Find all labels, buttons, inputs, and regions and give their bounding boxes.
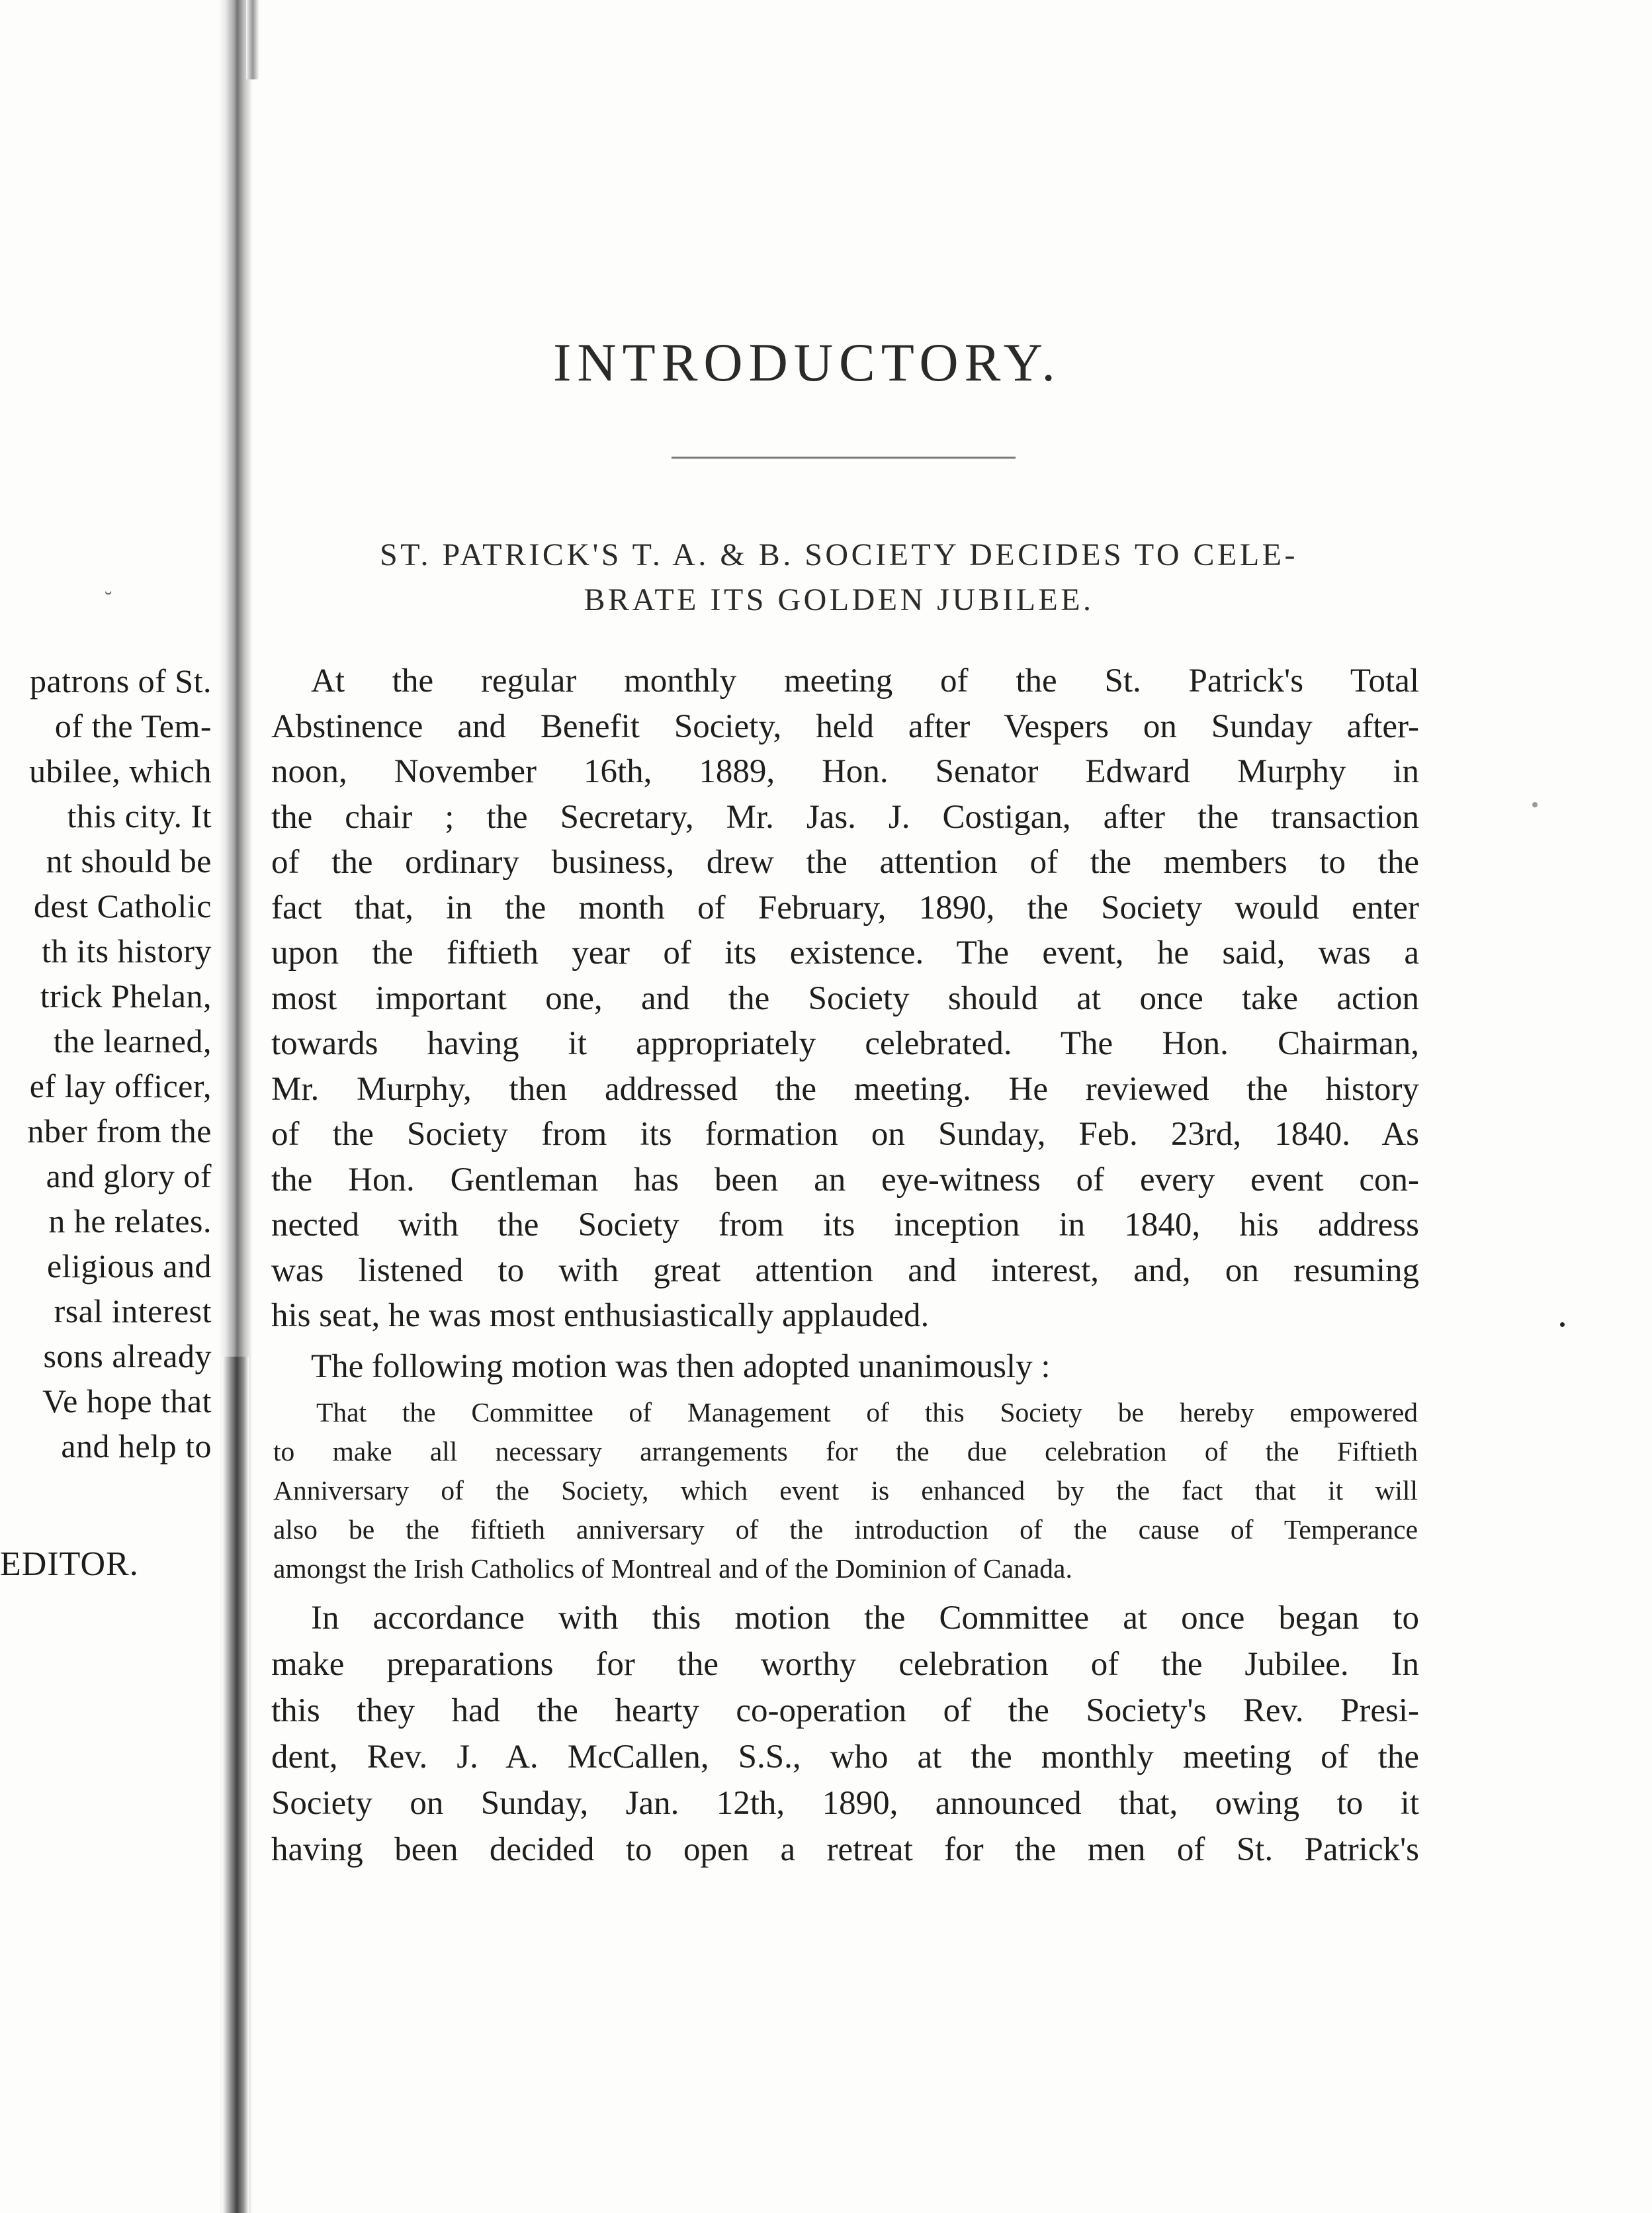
page-title: INTRODUCTORY.	[553, 332, 1061, 392]
text-line: was listened to with great attention and interest, and, on resuming	[271, 1251, 1419, 1289]
paper-speck	[1532, 802, 1538, 807]
text-line: At the regular monthly meeting of the St. Patrick's Total	[311, 662, 1419, 700]
resolution-line: That the Committee of Management of this Society be hereby empowered	[316, 1397, 1418, 1427]
left-page-line: of the Tem-	[54, 707, 212, 745]
left-page-line: eligious and	[46, 1247, 212, 1285]
left-page-line: patrons of St.	[29, 662, 212, 700]
text-line: Society on Sunday, Jan. 12th, 1890, announced that, owing to it	[271, 1785, 1419, 1822]
text-line: upon the fiftieth year of its existence. The event, he said, was a	[271, 934, 1419, 971]
text-line: fact that, in the month of February, 1890, the Society would enter	[271, 889, 1419, 926]
text-line: In accordance with this motion the Committee at once began to	[311, 1600, 1419, 1637]
left-page-line: Ve hope that	[42, 1382, 212, 1420]
left-page-line: trick Phelan,	[40, 977, 212, 1015]
text-line: Mr. Murphy, then addressed the meeting. He reviewed the history	[271, 1070, 1419, 1108]
left-page-line: n he relates.	[48, 1202, 212, 1240]
text-line: the chair ; the Secretary, Mr. Jas. J. Costigan, after the transaction	[271, 798, 1419, 836]
section-heading-line: BRATE ITS GOLDEN JUBILEE.	[584, 582, 1094, 617]
text-line: towards having it appropriately celebrated. The Hon. Chairman,	[271, 1025, 1419, 1062]
paragraph-meeting	[271, 658, 1419, 1339]
section-heading-line: ST. PATRICK'S T. A. & B. SOCIETY DECIDES TO CELE-	[380, 537, 1298, 572]
left-page-line: dest Catholic	[34, 887, 212, 925]
section-heading	[263, 533, 1414, 623]
left-page-line: and glory of	[46, 1157, 212, 1195]
resolution-line: amongst the Irish Catholics of Montreal and of the Dominion of Canada.	[273, 1553, 1072, 1584]
motion-resolution	[273, 1393, 1418, 1588]
text-line: the Hon. Gentleman has been an eye-witness of every event con-	[271, 1161, 1419, 1198]
book-gutter-shadow-lower	[222, 1357, 249, 2213]
text-line: having been decided to open a retreat for the men of St. Patrick's	[271, 1831, 1419, 1868]
text-line: The following motion was then adopted unanimously :	[311, 1348, 1051, 1385]
paper-speck	[1560, 1322, 1565, 1327]
left-page-line: this city. It	[67, 797, 212, 835]
stray-mark-icon: ˘	[105, 588, 112, 612]
text-line: nected with the Society from its inception in 1840, his address	[271, 1206, 1419, 1243]
paragraph-preparations	[271, 1595, 1419, 1873]
text-line: his seat, he was most enthusiastically applauded.	[271, 1297, 930, 1334]
editor-signature: EDITOR.	[0, 1545, 139, 1583]
left-page-line: nt should be	[46, 842, 212, 880]
left-page-line: ubilee, which	[29, 752, 212, 790]
text-line: most important one, and the Society should at once take action	[271, 979, 1419, 1017]
left-page-line: ef lay officer,	[29, 1067, 212, 1105]
resolution-line: also be the fiftieth anniversary of the introduction of the cause of Temperance	[273, 1514, 1418, 1545]
text-line: dent, Rev. J. A. McCallen, S.S., who at the monthly meeting of the	[271, 1739, 1419, 1776]
text-line: Abstinence and Benefit Society, held after Vespers on Sunday after-	[271, 707, 1419, 745]
text-line: this they had the hearty co-operation of the Society's Rev. Presi-	[271, 1692, 1419, 1729]
resolution-line: Anniversary of the Society, which event is enhanced by the fact that it will	[273, 1475, 1418, 1506]
title-divider	[672, 457, 1016, 459]
text-line: of the ordinary business, drew the attention of the members to the	[271, 844, 1419, 881]
resolution-line: to make all necessary arrangements for the due celebration of the Fiftieth	[273, 1436, 1418, 1467]
text-line: noon, November 16th, 1889, Hon. Senator Edward Murphy in	[271, 753, 1419, 790]
left-page-column	[0, 658, 218, 1468]
left-page-line: sons already	[43, 1337, 212, 1375]
spine-edge	[246, 0, 259, 79]
left-page-line: the learned,	[53, 1022, 212, 1060]
left-page-line: and help to	[61, 1427, 212, 1465]
paragraph-motion-intro	[271, 1344, 1419, 1389]
left-page-line: nber from the	[27, 1112, 212, 1150]
left-page-line: th its history	[41, 932, 212, 970]
text-line: of the Society from its formation on Sunday, Feb. 23rd, 1840. As	[271, 1116, 1419, 1153]
left-page-line: rsal interest	[54, 1292, 212, 1330]
text-line: make preparations for the worthy celebration of the Jubilee. In	[271, 1646, 1419, 1683]
